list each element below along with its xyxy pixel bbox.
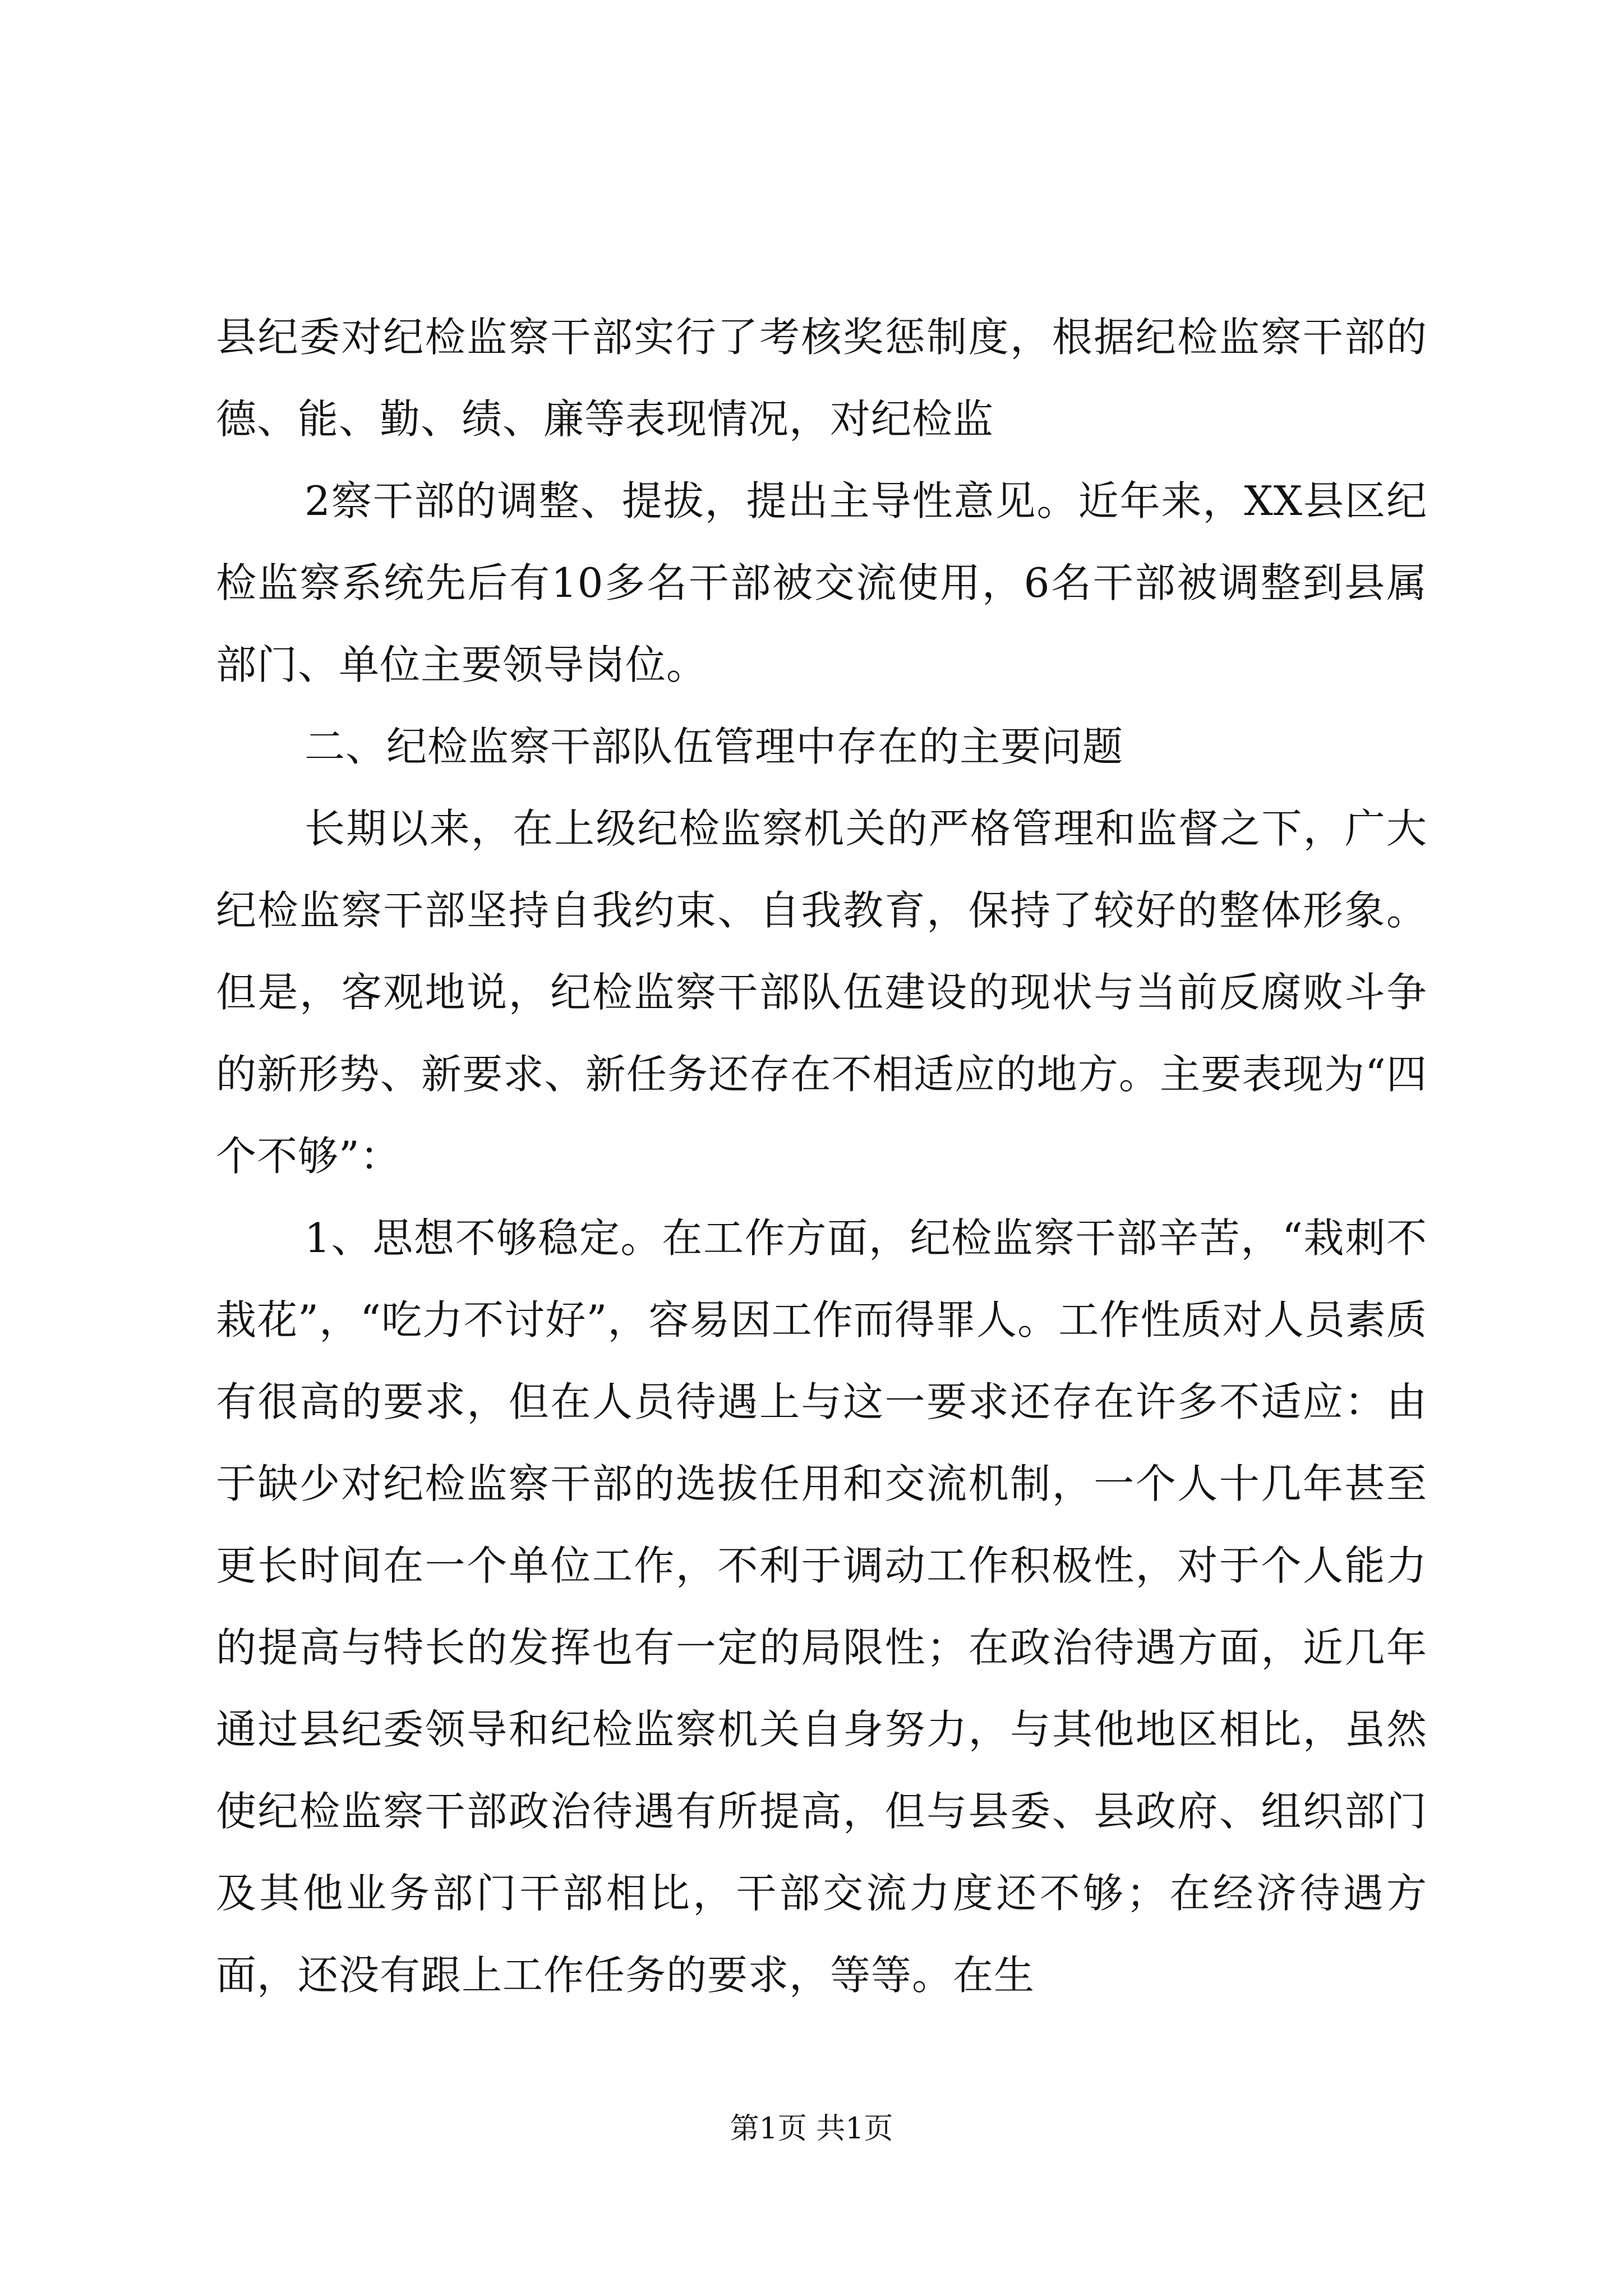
section-heading: 二、纪检监察干部队伍管理中存在的主要问题 <box>305 723 1124 770</box>
paragraph-2: 2察干部的调整、提拔，提出主导性意见。近年来，XX县区纪检监察系统先后有10多名干部被交流使用，6名干部被调整到县属部门、单位主要领导岗位。 <box>216 477 1427 688</box>
paragraph-4: 1、思想不够稳定。在工作方面，纪检监察干部辛苦，“栽刺不栽花”，“吃力不讨好”，容易因工作而得罪人。工作性质对人员素质有很高的要求，但在人员待遇上与这一要求还存在许多不适应：由于缺少对纪检监察干部的选拔任用和交流机制，一个人十几年甚至更长时间在一个单位工作，不利于调动工作积极性，对于个人能力的提高与特长的发挥也有一定的局限性；在政治待遇方面，近几年通过县纪委领导和纪检监察机关自身努力，与其他地区相比，虽然使纪检监察干部政治待遇有所提高，但与县委、县政府、组织部门及其他业务部门干部相比，干部交流力度还不够；在经济待遇方面，还没有跟上工作任务的要求，等等。在生 <box>216 1214 1427 1999</box>
paragraph-1: 县纪委对纪检监察干部实行了考核奖惩制度，根据纪检监察干部的德、能、勤、绩、廉等表现情况，对纪检监 <box>216 314 1427 443</box>
paragraph-3: 长期以来，在上级纪检监察机关的严格管理和监督之下，广大纪检监察干部坚持自我约束、自我教育，保持了较好的整体形象。但是，客观地说，纪检监察干部队伍建设的现状与当前反腐败斗争的新形势、新要求、新任务还存在不相适应的地方。主要表现为“四个不够”： <box>216 805 1427 1180</box>
document-body <box>216 296 1427 2016</box>
page-number-footer: 第1页 共1页 <box>730 2112 893 2146</box>
